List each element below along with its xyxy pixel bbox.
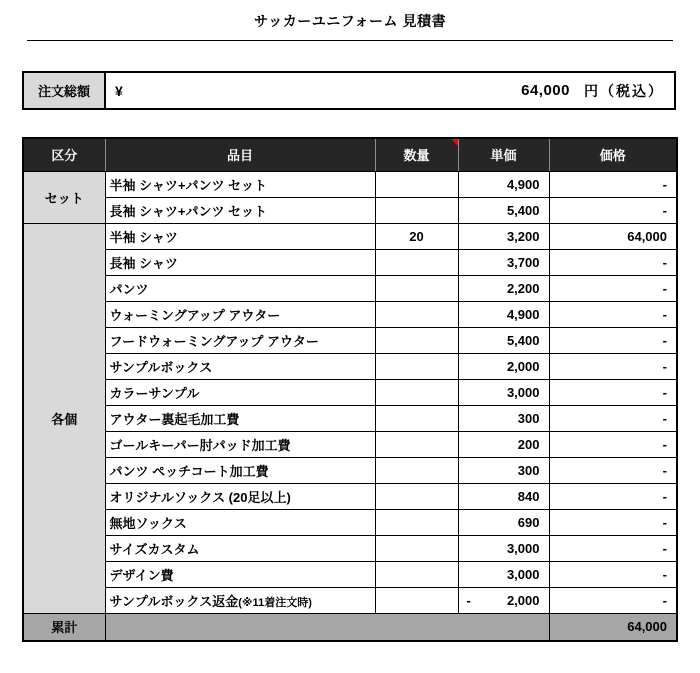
price-cell: -: [549, 197, 677, 223]
unit-price-cell: [458, 587, 549, 613]
order-total-box: [22, 71, 676, 110]
header-qty-label: 数量: [403, 148, 430, 164]
table-row: [23, 405, 677, 431]
group-cell-set: セット: [23, 171, 105, 223]
negative-unit-price: [459, 593, 540, 608]
title-underline: [27, 40, 673, 41]
price-cell: -: [549, 431, 677, 457]
item-cell: サイズカスタム: [105, 535, 375, 561]
qty-cell: [375, 275, 458, 301]
total-row: [23, 613, 677, 641]
minus-sign: -: [466, 592, 471, 608]
unit-price-cell: 300: [458, 457, 549, 483]
qty-cell: [375, 561, 458, 587]
unit-price-cell: 3,200: [458, 223, 549, 249]
table-row: [23, 327, 677, 353]
item-cell: カラーサンプル: [105, 379, 375, 405]
item-cell: 長袖 シャツ: [105, 249, 375, 275]
price-cell: -: [549, 457, 677, 483]
price-cell: -: [549, 249, 677, 275]
table-row: [23, 197, 677, 223]
table-row: [23, 249, 677, 275]
item-cell: パンツ ペッチコート加工費: [105, 457, 375, 483]
price-cell: -: [549, 171, 677, 197]
qty-cell: [375, 301, 458, 327]
price-cell: -: [549, 587, 677, 613]
qty-cell: [375, 171, 458, 197]
item-cell: アウター裏起毛加工費: [105, 405, 375, 431]
qty-cell: [375, 509, 458, 535]
price-cell: -: [549, 275, 677, 301]
table-row: [23, 561, 677, 587]
header-category: 区分: [23, 138, 105, 171]
qty-cell: [375, 483, 458, 509]
table-row: [23, 223, 677, 249]
item-name: サンプルボックス返金: [109, 593, 239, 609]
unit-price-cell: 840: [458, 483, 549, 509]
header-qty: [375, 138, 458, 171]
unit-price-cell: 3,700: [458, 249, 549, 275]
item-cell: 半袖 シャツ: [105, 223, 375, 249]
qty-cell: [375, 535, 458, 561]
unit-price-cell: 3,000: [458, 379, 549, 405]
currency-symbol: ¥: [115, 82, 123, 99]
table-row: [23, 535, 677, 561]
qty-cell: [375, 327, 458, 353]
unit-price-value: 2,000: [506, 592, 540, 608]
unit-price-cell: 4,900: [458, 171, 549, 197]
price-cell: -: [549, 327, 677, 353]
unit-price-cell: 4,900: [458, 301, 549, 327]
header-item: 品目: [105, 138, 375, 171]
header-price: 価格: [549, 138, 677, 171]
price-cell: -: [549, 405, 677, 431]
item-cell: オリジナルソックス (20足以上): [105, 483, 375, 509]
quote-table: [22, 137, 678, 642]
table-row: [23, 431, 677, 457]
item-cell: 長袖 シャツ+パンツ セット: [105, 197, 375, 223]
unit-price-cell: 200: [458, 431, 549, 457]
item-cell: フードウォーミングアップ アウター: [105, 327, 375, 353]
qty-cell: [375, 431, 458, 457]
qty-cell: [375, 379, 458, 405]
qty-cell: [375, 405, 458, 431]
qty-cell: [375, 587, 458, 613]
item-cell: [105, 587, 375, 613]
item-cell: ウォーミングアップ アウター: [105, 301, 375, 327]
qty-cell: [375, 457, 458, 483]
table-row: [23, 353, 677, 379]
qty-cell: [375, 197, 458, 223]
order-total-unit: 円（税込）: [584, 82, 664, 99]
table-row: [23, 457, 677, 483]
unit-price-cell: 690: [458, 509, 549, 535]
total-row-spacer: [105, 613, 549, 641]
total-row-label: 累計: [23, 613, 105, 641]
item-cell: ゴールキーパー肘パッド加工費: [105, 431, 375, 457]
unit-price-cell: 5,400: [458, 197, 549, 223]
price-cell: -: [549, 483, 677, 509]
table-row: [23, 301, 677, 327]
table-row: [23, 509, 677, 535]
comment-marker-icon: [451, 139, 458, 146]
price-cell: -: [549, 379, 677, 405]
price-cell: -: [549, 561, 677, 587]
qty-cell: [375, 353, 458, 379]
unit-price-cell: 3,000: [458, 535, 549, 561]
table-row: [23, 483, 677, 509]
table-row: [23, 171, 677, 197]
header-unit-price: 単価: [458, 138, 549, 171]
unit-price-cell: 3,000: [458, 561, 549, 587]
price-cell: 64,000: [549, 223, 677, 249]
price-cell: -: [549, 353, 677, 379]
order-total-label: 注文総額: [24, 73, 106, 108]
item-note: (※11着注文時): [238, 596, 312, 609]
item-cell: パンツ: [105, 275, 375, 301]
order-total-value: [106, 73, 674, 108]
price-cell: -: [549, 301, 677, 327]
order-total-amount: 64,000: [521, 82, 570, 99]
table-row: [23, 275, 677, 301]
price-cell: -: [549, 509, 677, 535]
item-cell: デザイン費: [105, 561, 375, 587]
group-cell-individual: 各個: [23, 223, 105, 613]
unit-price-cell: 2,000: [458, 353, 549, 379]
price-cell: -: [549, 535, 677, 561]
item-cell: 無地ソックス: [105, 509, 375, 535]
page-title: サッカーユニフォーム 見積書: [254, 13, 446, 29]
unit-price-cell: 5,400: [458, 327, 549, 353]
table-row: [23, 587, 677, 613]
header-row: [23, 138, 677, 171]
item-cell: 半袖 シャツ+パンツ セット: [105, 171, 375, 197]
table-row: [23, 379, 677, 405]
grand-total-cell: 64,000: [549, 613, 677, 641]
unit-price-cell: 2,200: [458, 275, 549, 301]
qty-cell: [375, 249, 458, 275]
unit-price-cell: 300: [458, 405, 549, 431]
item-cell: サンプルボックス: [105, 353, 375, 379]
qty-cell: 20: [375, 223, 458, 249]
